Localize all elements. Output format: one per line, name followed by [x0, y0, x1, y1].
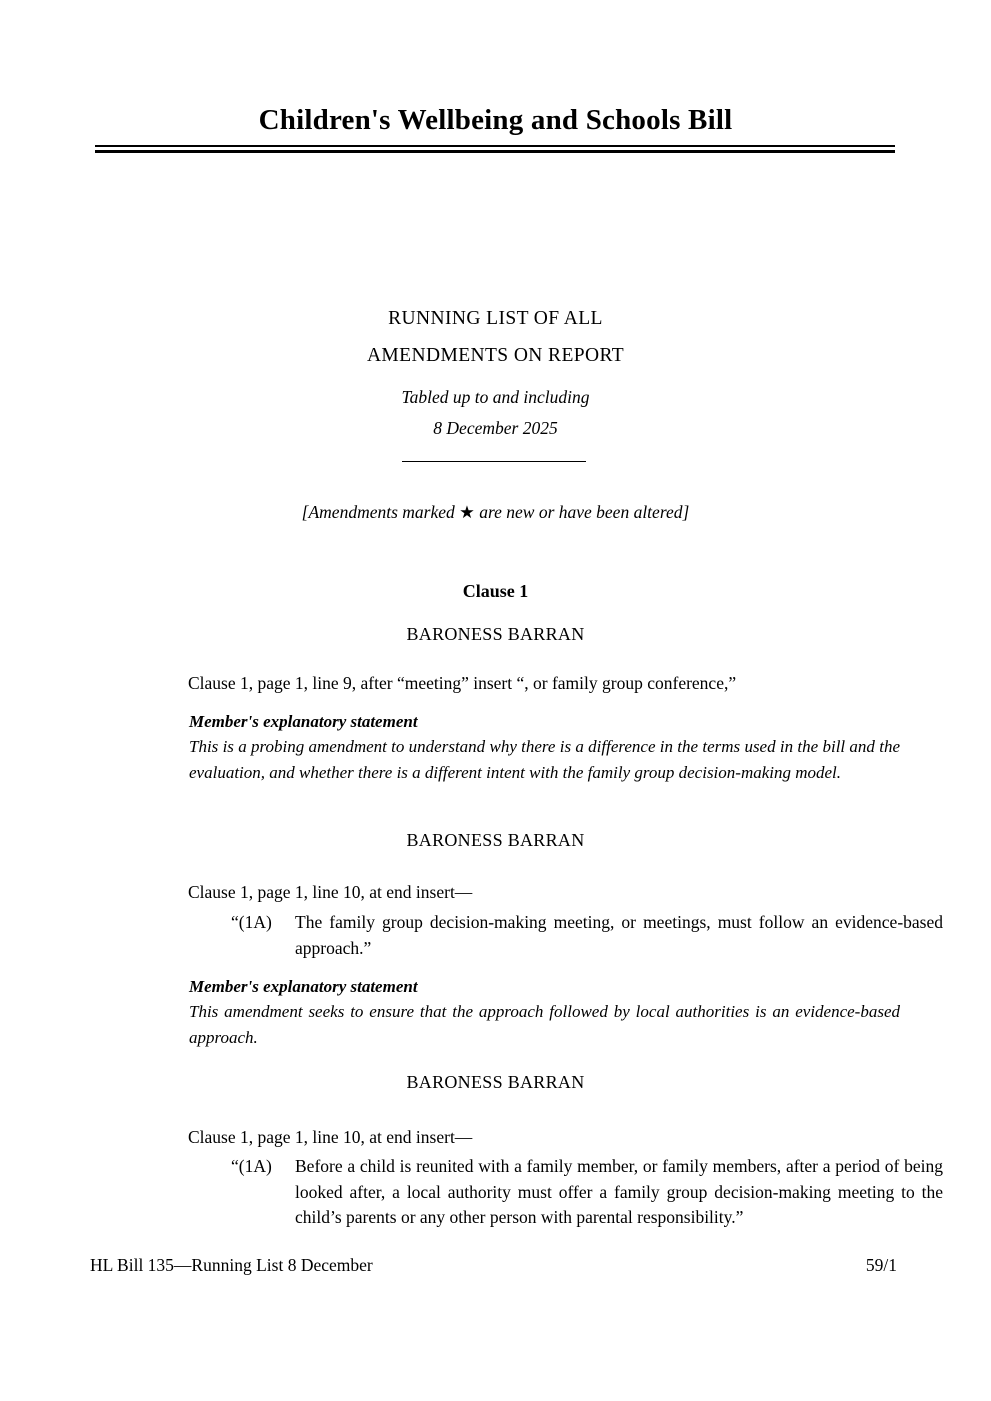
running-list-heading-line1: RUNNING LIST OF ALL [388, 308, 603, 329]
amendments-marked-note: [Amendments marked ★ are new or have been altered] [301, 502, 690, 522]
tabled-up-to-line: Tabled up to and including [401, 387, 590, 407]
explanatory-statement-text-1: This is a probing amendment to understand why there is a difference in the terms used in the bill and the evaluation, and whether there is a different intent with the family group decision-making model. [189, 737, 900, 782]
subsection-text: Before a child is reunited with a family member, or family members, after a period of being looked after, a local authority must offer a family group decision-making meeting to the child’s parents or any other person with parental responsibility.” [295, 1156, 943, 1227]
amendment-instruction-2: Clause 1, page 1, line 10, at end insert— [188, 882, 473, 902]
page-footer [90, 1254, 897, 1277]
subsection-text: The family group decision-making meeting, or meetings, must follow an evidence-based approach.” [295, 912, 943, 958]
amendment-instruction-1: Clause 1, page 1, line 9, after “meeting” insert “, or family group conference,” [188, 673, 737, 693]
member-name-1: BARONESS BARRAN [406, 624, 585, 644]
explanatory-statement-text-2: This amendment seeks to ensure that the approach followed by local authorities is an evidence-based approach. [189, 1002, 900, 1047]
explanatory-statement-heading-2: Member's explanatory statement [189, 977, 418, 996]
footer-page-number: 59/1 [865, 1255, 897, 1275]
member-name-3: BARONESS BARRAN [406, 1072, 585, 1092]
running-list-heading-line2: AMENDMENTS ON REPORT [366, 345, 625, 366]
subsection-label: “(1A) [231, 1156, 272, 1176]
title-double-rule [95, 145, 895, 153]
footer-bill-reference: HL Bill 135—Running List 8 December [90, 1255, 373, 1275]
inserted-subsection-2 [188, 910, 943, 961]
subsection-label: “(1A) [231, 912, 272, 932]
tabled-date: 8 December 2025 [433, 418, 558, 438]
clause-1-heading: Clause 1 [462, 581, 529, 601]
amendment-instruction-3: Clause 1, page 1, line 10, at end insert— [188, 1127, 473, 1147]
separator-rule [402, 461, 586, 462]
explanatory-statement-heading-1: Member's explanatory statement [189, 712, 418, 731]
page-title: Children's Wellbeing and Schools Bill [258, 104, 733, 136]
member-name-2: BARONESS BARRAN [406, 830, 585, 850]
inserted-subsection-3 [188, 1154, 943, 1231]
